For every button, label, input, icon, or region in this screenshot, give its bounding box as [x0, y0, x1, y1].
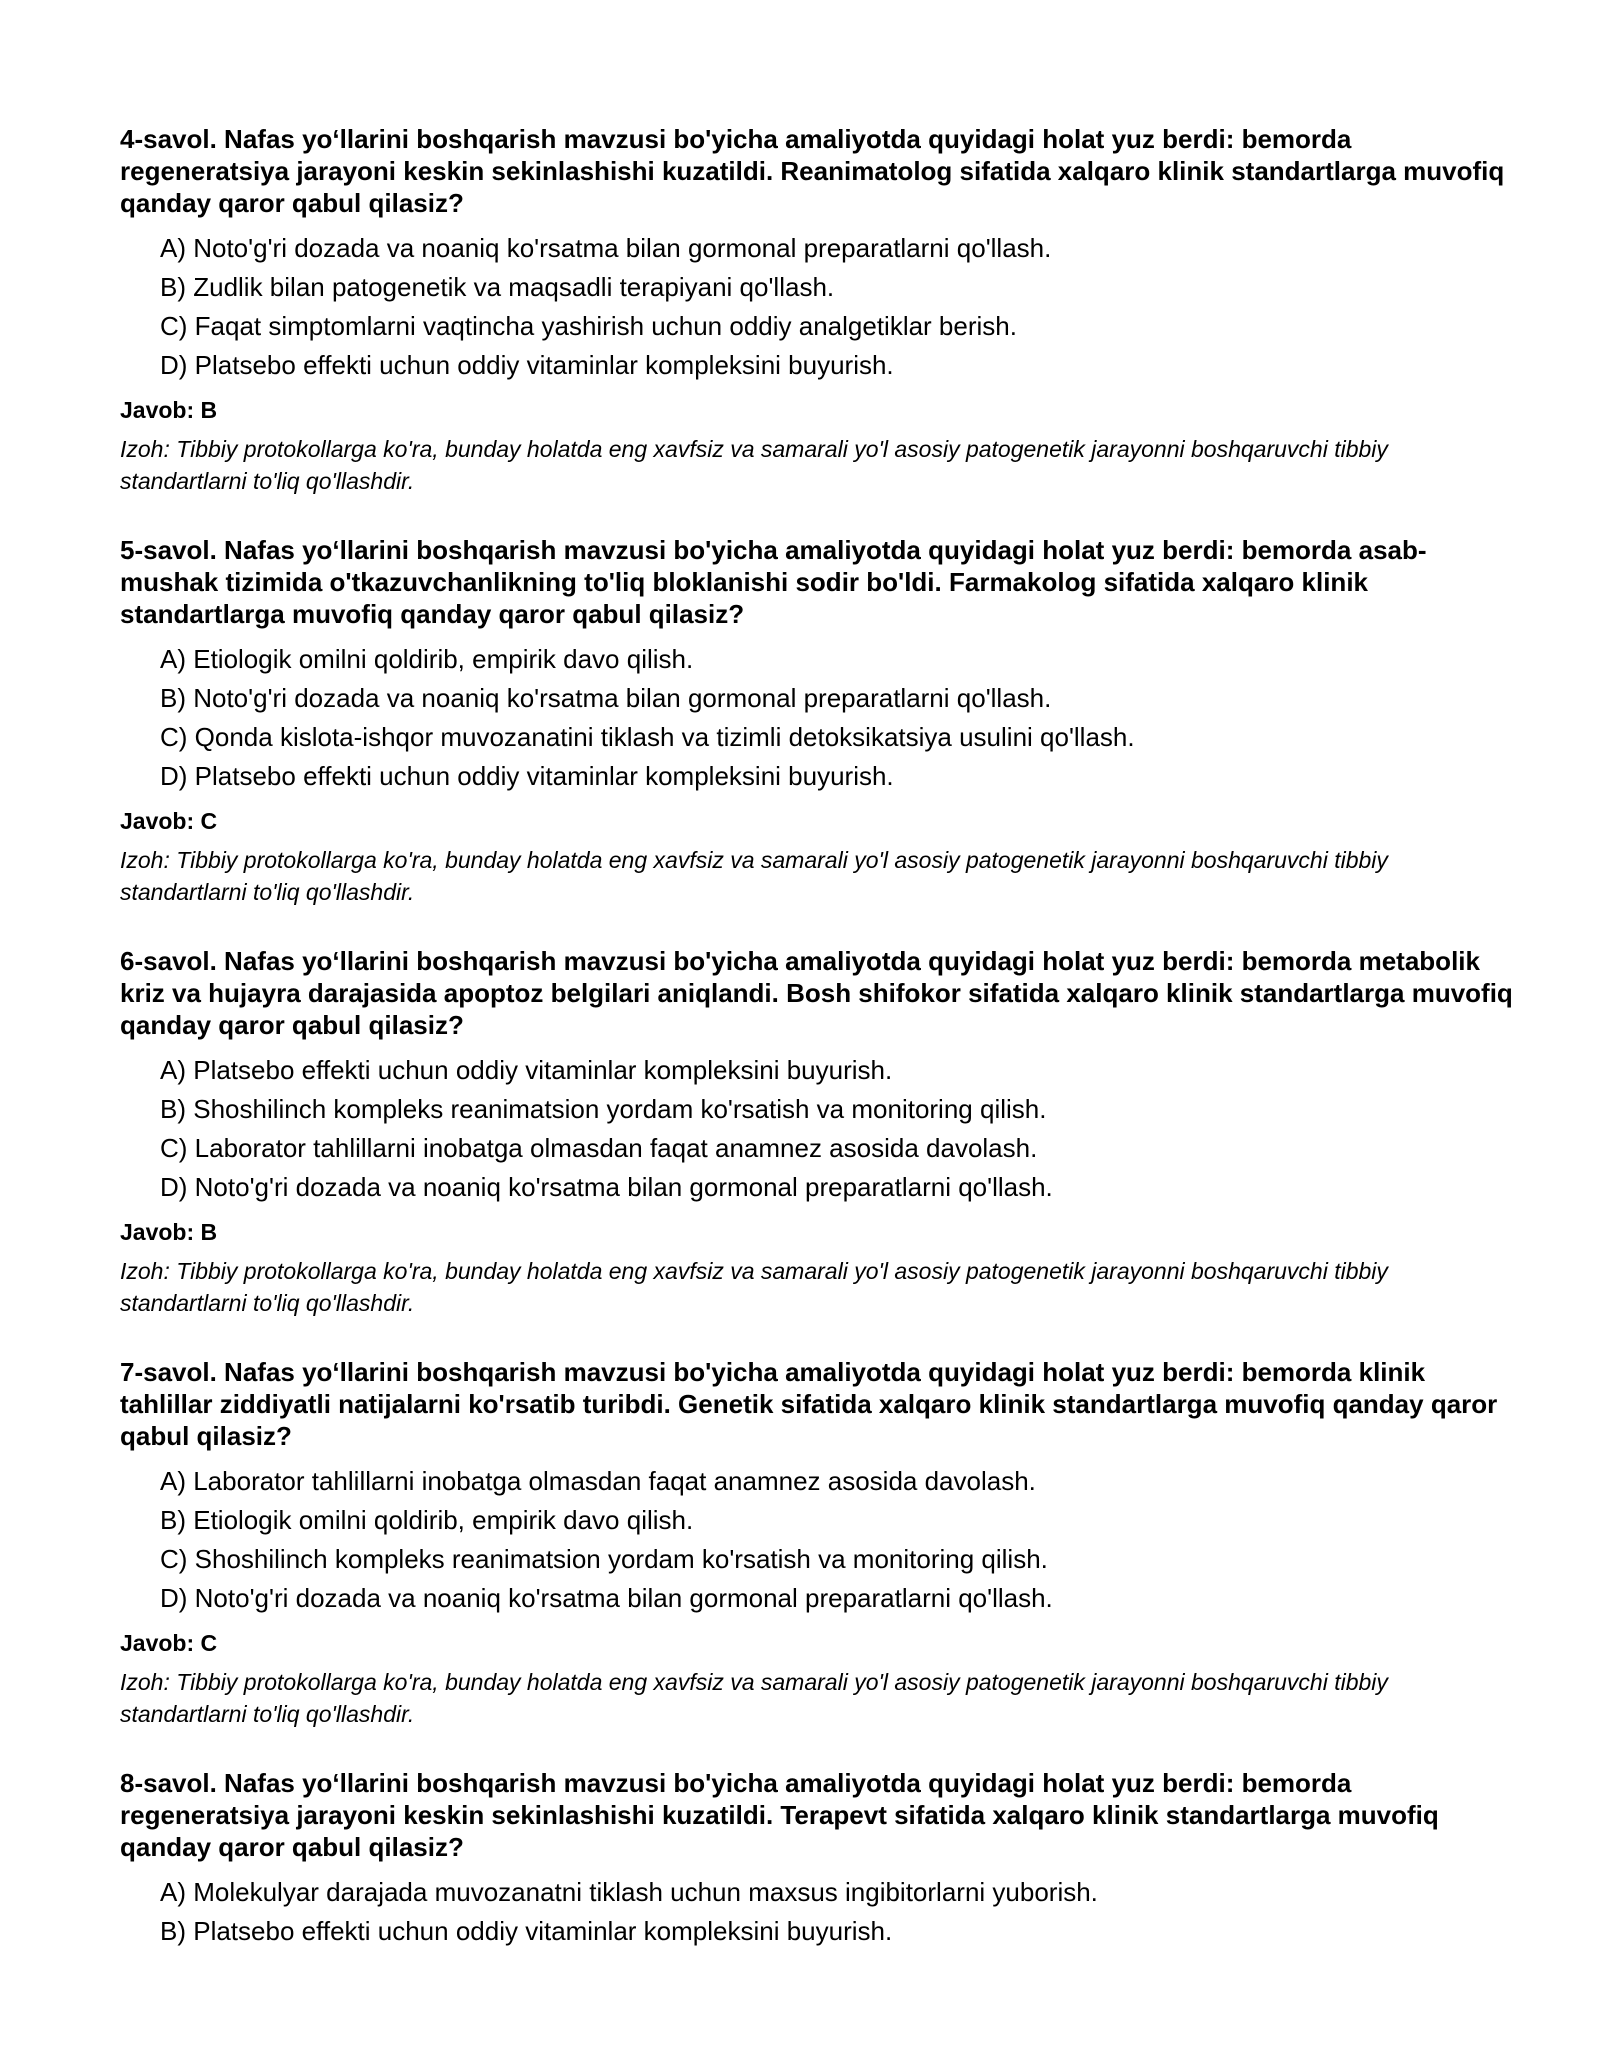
option-d: D) Platsebo effekti uchun oddiy vitaminlar kompleksini buyurish.: [160, 350, 894, 380]
option-b: B) Platsebo effekti uchun oddiy vitaminlar kompleksini buyurish.: [160, 1916, 893, 1946]
answer-key: Javob: C: [120, 808, 218, 834]
question-6: [120, 945, 1520, 1319]
answer-key: Javob: B: [120, 397, 218, 423]
answer-options: [120, 1462, 1520, 1618]
option-c: C) Faqat simptomlarni vaqtincha yashirish uchun oddiy analgetiklar berish.: [160, 311, 1017, 341]
option-b: B) Etiologik omilni qoldirib, empirik davo qilish.: [160, 1505, 694, 1535]
document-page: [120, 123, 1520, 1988]
option-a: A) Etiologik omilni qoldirib, empirik davo qilish.: [160, 644, 694, 674]
option-c: C) Laborator tahlillarni inobatga olmasdan faqat anamnez asosida davolash.: [160, 1133, 1038, 1163]
option-d: D) Platsebo effekti uchun oddiy vitaminlar kompleksini buyurish.: [160, 761, 894, 791]
question-4: [120, 123, 1520, 497]
question-text: 8-savol. Nafas yo‘llarini boshqarish mavzusi bo'yicha amaliyotda quyidagi holat yuz berdi: bemorda regeneratsiya jarayoni keskin sekinlashishi kuzatildi. Terapevt sifatida xalqaro klinik standartlarga muvofiq qanday qaror qabul qilasiz?: [120, 1768, 1439, 1862]
option-a: A) Molekulyar darajada muvozanatni tiklash uchun maxsus ingibitorlarni yuborish.: [160, 1877, 1098, 1907]
explanation-note: Izoh: Tibbiy protokollarga ko'ra, bunday holatda eng xavfsiz va samarali yo'l asosiy patogenetik jarayonni boshqaruvchi tibbiy standartlarni to'liq qo'llashdir.: [120, 1258, 1388, 1316]
option-a: A) Noto'g'ri dozada va noaniq ko'rsatma bilan gormonal preparatlarni qo'llash.: [160, 233, 1052, 263]
question-text: 4-savol. Nafas yo‘llarini boshqarish mavzusi bo'yicha amaliyotda quyidagi holat yuz berdi: bemorda regeneratsiya jarayoni keskin sekinlashishi kuzatildi. Reanimatolog sifatida xalqaro klinik standartlarga muvofiq qanday qaror qabul qilasiz?: [120, 124, 1505, 218]
question-text: 6-savol. Nafas yo‘llarini boshqarish mavzusi bo'yicha amaliyotda quyidagi holat yuz berdi: bemorda metabolik kriz va hujayra darajasida apoptoz belgilari aniqlandi. Bosh shifokor sifatida xalqaro klinik standartlarga muvofiq qanday qaror qabul qilasiz?: [120, 946, 1513, 1040]
explanation-note: Izoh: Tibbiy protokollarga ko'ra, bunday holatda eng xavfsiz va samarali yo'l asosiy patogenetik jarayonni boshqaruvchi tibbiy standartlarni to'liq qo'llashdir.: [120, 1669, 1388, 1727]
option-b: B) Noto'g'ri dozada va noaniq ko'rsatma bilan gormonal preparatlarni qo'llash.: [160, 683, 1052, 713]
option-c: C) Qonda kislota-ishqor muvozanatini tiklash va tizimli detoksikatsiya usulini qo'llash.: [160, 722, 1135, 752]
answer-options: [120, 1873, 1520, 1951]
explanation-note: Izoh: Tibbiy protokollarga ko'ra, bunday holatda eng xavfsiz va samarali yo'l asosiy patogenetik jarayonni boshqaruvchi tibbiy standartlarni to'liq qo'llashdir.: [120, 847, 1388, 905]
answer-key: Javob: B: [120, 1219, 218, 1245]
option-b: B) Zudlik bilan patogenetik va maqsadli terapiyani qo'llash.: [160, 272, 835, 302]
option-a: A) Laborator tahlillarni inobatga olmasdan faqat anamnez asosida davolash.: [160, 1466, 1036, 1496]
option-a: A) Platsebo effekti uchun oddiy vitaminlar kompleksini buyurish.: [160, 1055, 893, 1085]
answer-options: [120, 229, 1520, 385]
question-text: 7-savol. Nafas yo‘llarini boshqarish mavzusi bo'yicha amaliyotda quyidagi holat yuz berdi: bemorda klinik tahlillar ziddiyatli natijalarni ko'rsatib turibdi. Genetik sifatida xalqaro klinik standartlarga muvofiq qanday qaror qabul qilasiz?: [120, 1357, 1498, 1451]
option-d: D) Noto'g'ri dozada va noaniq ko'rsatma bilan gormonal preparatlarni qo'llash.: [160, 1583, 1053, 1613]
question-5: [120, 534, 1520, 908]
option-c: C) Shoshilinch kompleks reanimatsion yordam ko'rsatish va monitoring qilish.: [160, 1544, 1048, 1574]
option-d: D) Noto'g'ri dozada va noaniq ko'rsatma bilan gormonal preparatlarni qo'llash.: [160, 1172, 1053, 1202]
question-text: 5-savol. Nafas yo‘llarini boshqarish mavzusi bo'yicha amaliyotda quyidagi holat yuz berdi: bemorda asab-mushak tizimida o'tkazuvchanlikning to'liq bloklanishi sodir bo'ldi. Farmakolog sifatida xalqaro klinik standartlarga muvofiq qanday qaror qabul qilasiz?: [120, 535, 1427, 629]
answer-options: [120, 640, 1520, 796]
answer-key: Javob: C: [120, 1630, 218, 1656]
answer-options: [120, 1051, 1520, 1207]
question-8: [120, 1767, 1520, 1951]
explanation-note: Izoh: Tibbiy protokollarga ko'ra, bunday holatda eng xavfsiz va samarali yo'l asosiy patogenetik jarayonni boshqaruvchi tibbiy standartlarni to'liq qo'llashdir.: [120, 436, 1388, 494]
question-7: [120, 1356, 1520, 1730]
option-b: B) Shoshilinch kompleks reanimatsion yordam ko'rsatish va monitoring qilish.: [160, 1094, 1047, 1124]
